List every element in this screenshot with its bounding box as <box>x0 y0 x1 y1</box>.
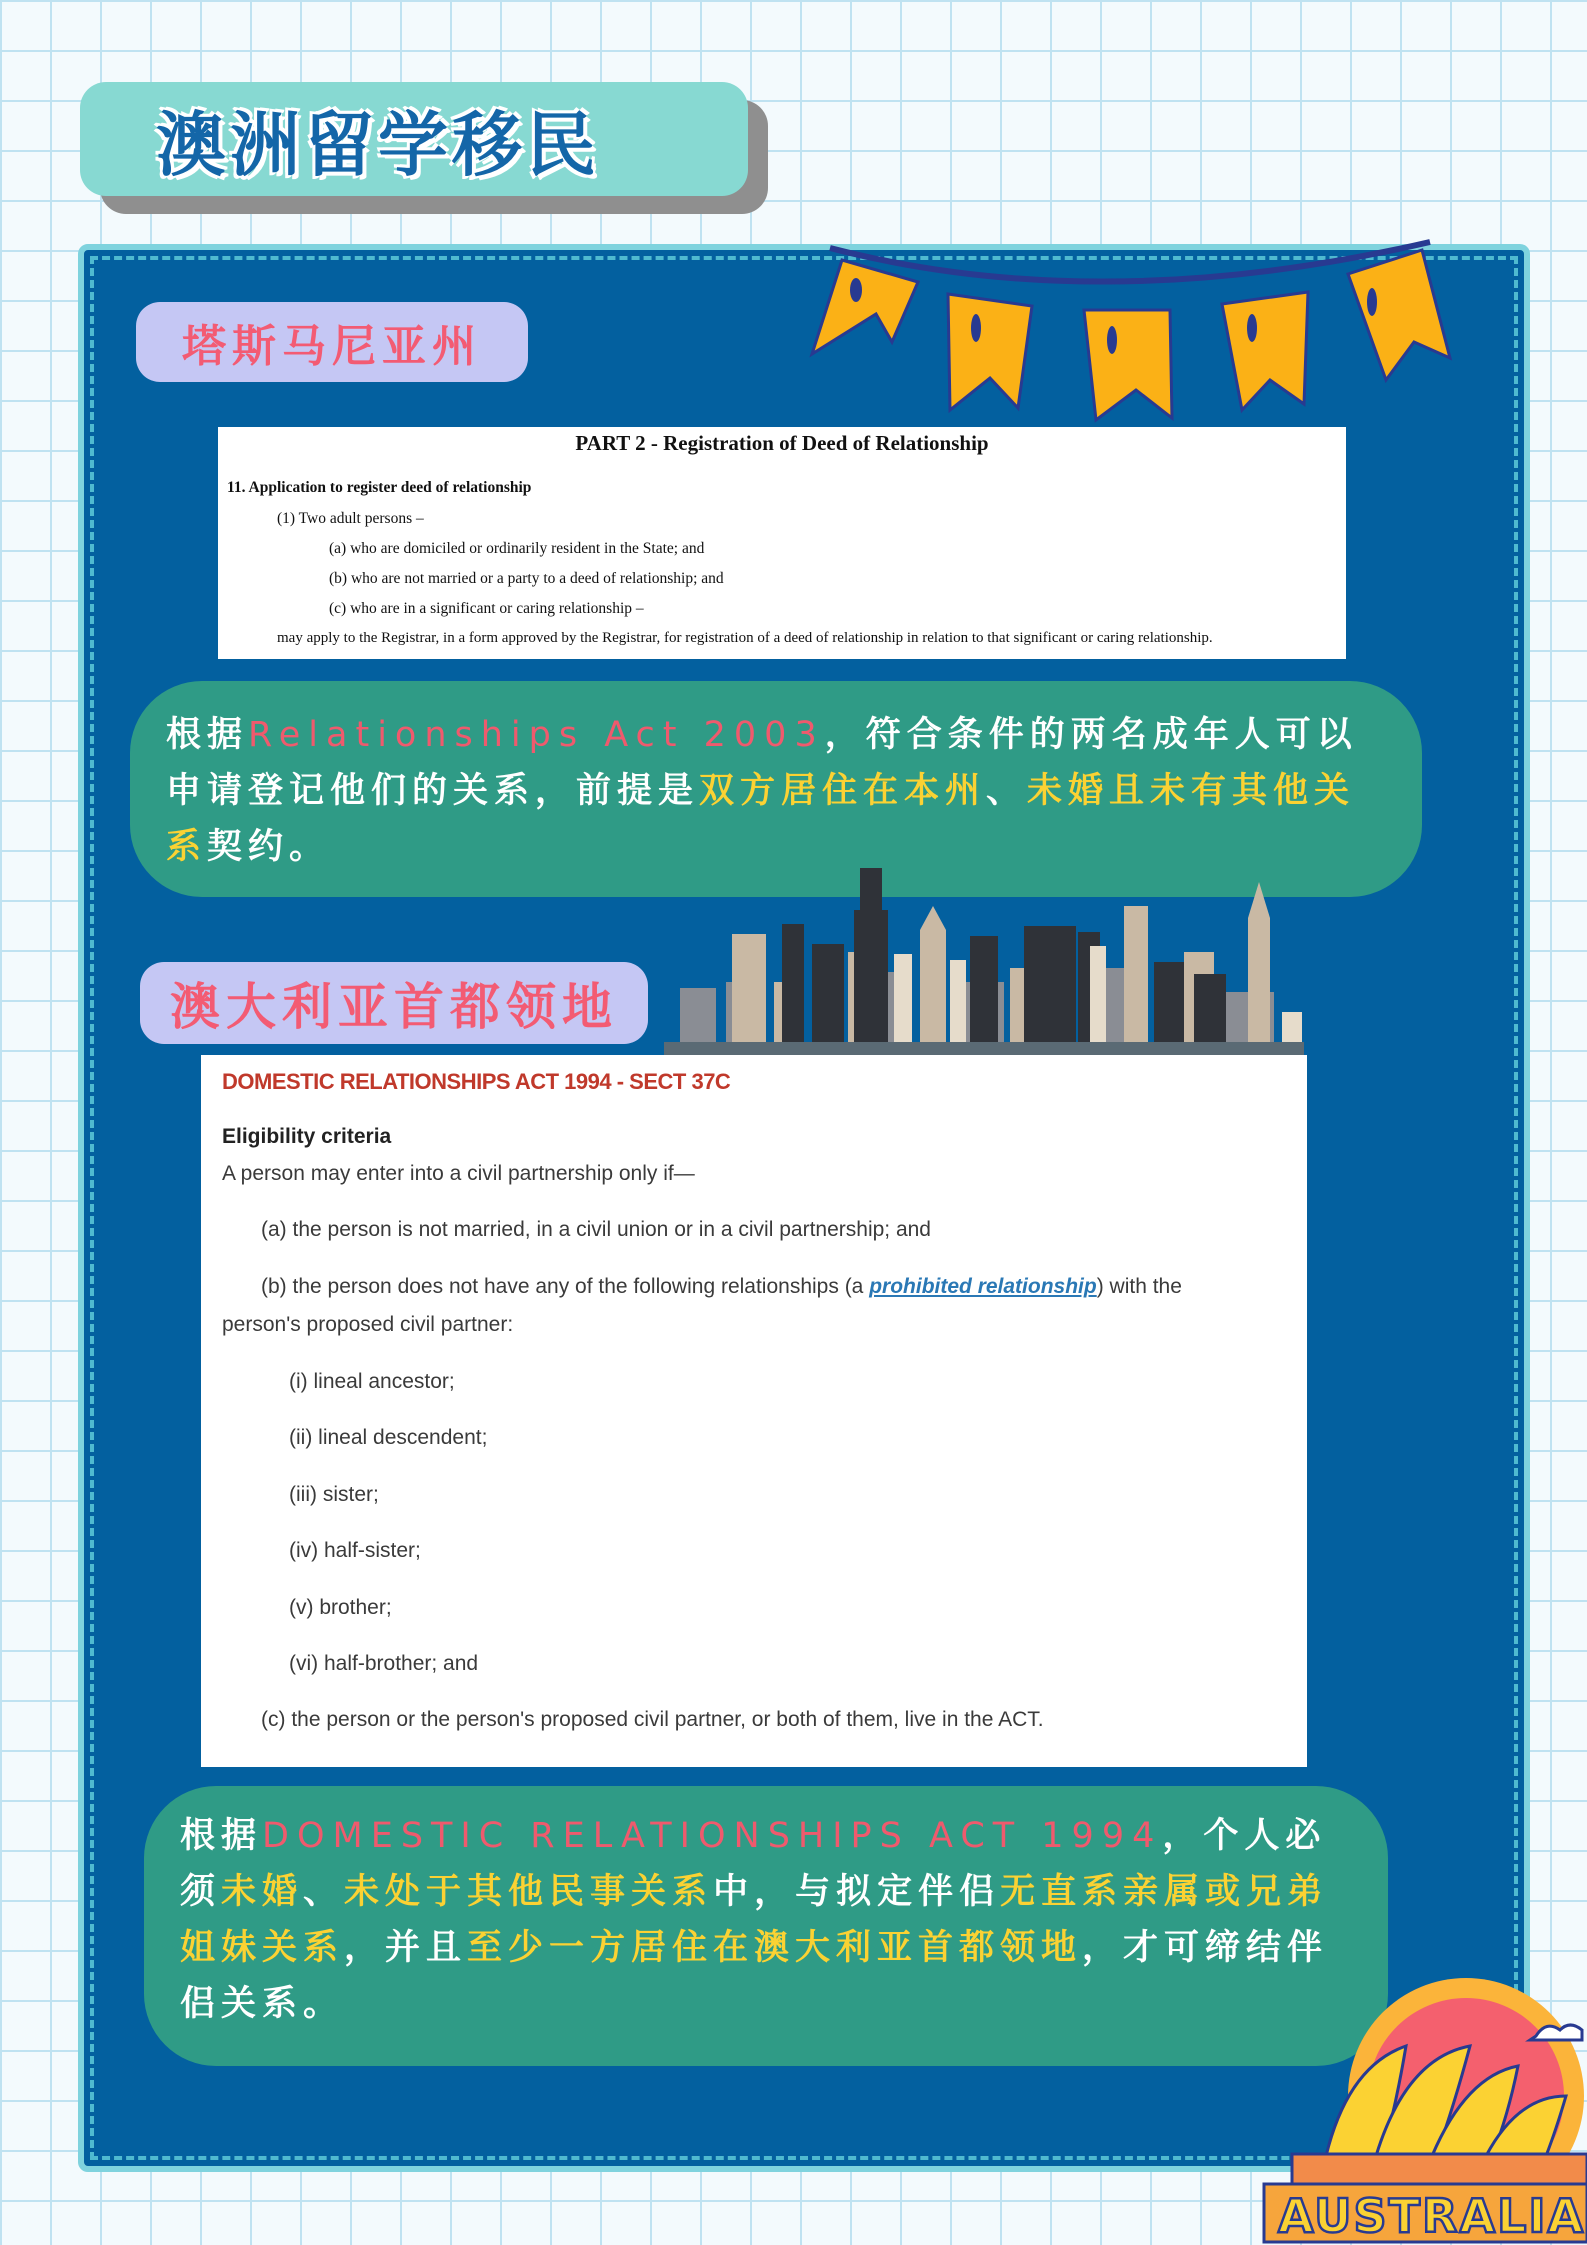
criterion-b-continued: person's proposed civil partner: <box>222 1313 514 1336</box>
criterion-a: (a) the person is not married, in a civil union or in a civil partnership; and <box>261 1218 931 1241</box>
section-label-tasmania: 塔斯马尼亚州 <box>136 302 528 382</box>
highlight-unmarried: 未婚 <box>221 1872 304 1912</box>
summary-text: 、 <box>986 771 1028 811</box>
australia-badge-text: AUSTRALIA <box>1278 2189 1586 2243</box>
criterion-b-text: (b) the person does not have any of the following relationships (a <box>261 1275 870 1298</box>
relationship-iv: (iv) half-sister; <box>289 1539 421 1562</box>
clause-item-b: (b) who are not married or a party to a deed of relationship; and <box>329 570 724 587</box>
relationship-i: (i) lineal ancestor; <box>289 1370 455 1393</box>
australia-opera-house-illustration <box>1256 1946 1587 2245</box>
page-title: 澳洲留学移民 <box>156 103 600 186</box>
tasmania-act-excerpt <box>218 427 1346 659</box>
summary-text: ，符合条件的两名成年人可以申请登记他们的关系，前提是 <box>166 715 1358 811</box>
relationship-ii: (ii) lineal descendent; <box>289 1426 488 1449</box>
act-name: DOMESTIC RELATIONSHIPS ACT 1994 <box>262 1816 1163 1856</box>
prohibited-relationship-link[interactable]: prohibited relationship <box>869 1275 1097 1298</box>
summary-text: ，才可缔结伴侣关系。 <box>180 1928 1329 2024</box>
summary-text: 中，与拟定伴侣 <box>713 1872 1001 1912</box>
relationship-iii: (iii) sister; <box>289 1483 379 1506</box>
relationship-v: (v) brother; <box>289 1596 392 1619</box>
summary-text: 根据 <box>180 1816 263 1856</box>
summary-text: 、 <box>303 1872 345 1912</box>
highlight-no-kinship: 无直系亲属或兄弟姐妹关系 <box>180 1872 1329 1968</box>
clause-sub1: (1) Two adult persons – <box>277 510 424 527</box>
clause-title: 11. Application to register deed of relationship <box>227 479 532 496</box>
act-summary-bubble <box>144 1786 1388 2066</box>
title-banner <box>80 82 748 196</box>
highlight-unmarried: 未婚且未有其他关系 <box>166 771 1356 867</box>
summary-text: ，并且 <box>344 1928 468 1968</box>
clause-tail: may apply to the Registrar, in a form approved by the Registrar, for registration of a deed of relationship in relation to that significant or caring relationship. <box>277 630 1213 646</box>
criterion-b <box>261 1275 1182 1299</box>
criterion-c: (c) the person or the person's proposed civil partner, or both of them, live in the ACT. <box>261 1708 1044 1731</box>
summary-text: 契约。 <box>207 827 331 867</box>
highlight-no-civil-relation: 未处于其他民事关系 <box>344 1872 714 1912</box>
clause-item-a: (a) who are domiciled or ordinarily resident in the State; and <box>329 540 705 557</box>
excerpt-title: DOMESTIC RELATIONSHIPS ACT 1994 - SECT 37C <box>222 1069 731 1094</box>
city-skyline-illustration <box>664 862 1304 1058</box>
highlight-residency: 至少一方居住在澳大利亚首都领地 <box>467 1928 1083 1968</box>
summary-text: 根据 <box>166 715 249 755</box>
excerpt-subtitle: Eligibility criteria <box>222 1125 392 1148</box>
clause-item-c: (c) who are in a significant or caring relationship – <box>329 600 644 617</box>
criterion-b-text-end: ) with the <box>1096 1275 1182 1298</box>
section-label-act: 澳大利亚首都领地 <box>140 962 648 1044</box>
highlight-residency: 双方居住在本州 <box>699 771 987 811</box>
excerpt-intro: A person may enter into a civil partnership only if— <box>222 1162 695 1185</box>
act-name: Relationships Act 2003 <box>248 715 825 755</box>
summary-text: ，个人必须 <box>180 1816 1327 1912</box>
excerpt-heading: PART 2 - Registration of Deed of Relationship <box>575 431 989 455</box>
relationship-vi: (vi) half-brother; and <box>289 1652 479 1675</box>
bunting-decoration <box>800 238 1460 438</box>
act-legislation-excerpt <box>201 1055 1307 1767</box>
